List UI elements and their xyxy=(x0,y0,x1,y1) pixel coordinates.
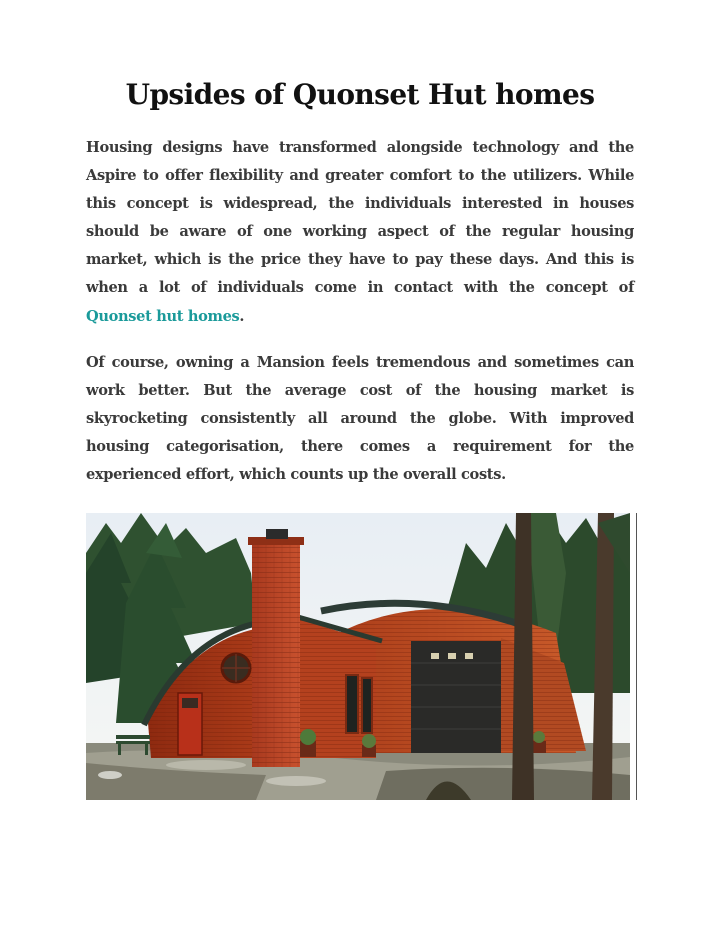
page-title: Upsides of Quonset Hut homes xyxy=(125,78,595,111)
cost-paragraph: Of course, owning a Mansion feels tremendous and sometimes can work better. But the average cost of the housing market is skyrocketing consistently all around the globe. With improved housing categorisation, there comes a requirement for the experienced effort, which counts up the overall costs. xyxy=(86,354,634,484)
intro-text: Housing designs have transformed alongside technology and the Aspire to offer flexibility and greater comfort to the utilizers. While this concept is widespread, the individuals interested in houses should be aware of one working aspect of the regular housing market, which is the price they have to pay these days. And this is when a lot of individuals come in contact with the concept of xyxy=(86,139,634,297)
quonset-hut-homes-link[interactable]: Quonset hut homes xyxy=(86,307,240,325)
intro-text-end: . xyxy=(239,307,245,325)
intro-paragraph xyxy=(86,134,634,331)
image-border xyxy=(636,513,637,800)
quonset-hut-house-photo xyxy=(86,513,630,800)
